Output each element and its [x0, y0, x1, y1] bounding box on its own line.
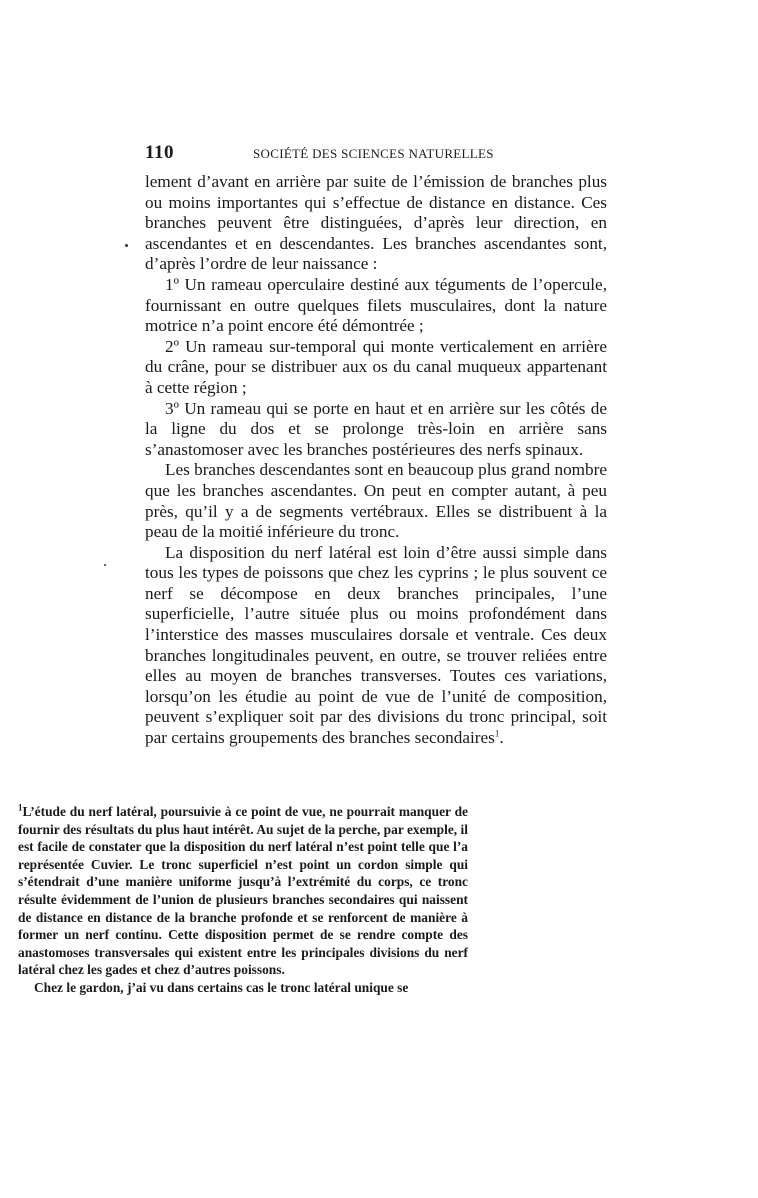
margin-speck: [104, 564, 106, 566]
paragraph: [145, 543, 607, 749]
footnotes: [18, 803, 468, 997]
page-header: [145, 142, 607, 172]
margin-speck: [125, 244, 128, 247]
main-text: [145, 172, 607, 749]
paragraph: lement d’avant en arrière par suite de l’émission de branches plus ou moins importantes qui s’effectue de distance en distance. Ces branches peuvent être distinguées, d’après leur direction, en ascendantes et en descendantes. Les branches ascendantes sont, d’après l’ordre de leur naissance :: [145, 172, 607, 274]
footnote-text: L’étude du nerf latéral, poursuivie à ce point de vue, ne pourrait manquer de fournir des résultats du plus haut intérêt. Au sujet de la perche, par exemple, il est facile de constater que la disposition du nerf latéral n’est point telle que l’a représentée Cuvier. Le tronc superficiel n’est point un cordon simple qui s’étendrait d’une manière uniforme jusqu’à l’extrémité du corps, ce tronc résulte évidemment de l’union de plusieurs branches secondaires qui naissent de distance en distance de la branche profonde et se renforcent de manière à former un nerf continu. Cette disposition permet de se rendre compte des anastomoses transversales qui existent entre les principales divisions du nerf latéral chez les gades et chez d’autres poissons.: [18, 804, 468, 978]
footnote-continuation: Chez le gardon, j’ai vu dans certains cas le tronc latéral unique se: [34, 979, 409, 995]
paragraph: 2º Un rameau sur-temporal qui monte verticalement en arrière du crâne, pour se distribuer aux os du canal muqueux appartenant à cette région ;: [145, 336, 607, 397]
paragraph: Les branches descendantes sont en beaucoup plus grand nombre que les branches ascendantes. On peut en compter autant, à peu près, qu’il y a de segments vertébraux. Elles se distribuent à la peau de la moitié inférieure du tronc.: [145, 460, 607, 542]
page-number: 110: [145, 142, 174, 163]
book-page: [145, 142, 607, 749]
paragraph: 3º Un rameau qui se porte en haut et en arrière sur les côtés de la ligne du dos et se prolonge très-loin en arrière sans s’anastomoser avec les branches postérieures des nerfs spinaux.: [145, 398, 607, 459]
paragraph-text: La disposition du nerf latéral est loin d’être aussi simple dans tous les types de poissons que chez les cyprins ; le plus souvent ce nerf se décompose en deux branches principales, l’une superficielle, l’autre située plus ou moins profondément dans l’interstice des masses musculaires dorsale et ventrale. Ces deux branches longitudinales peuvent, en outre, se trouver reliées entre elles au moyen de branches transverses. Toutes ces variations, lorsqu’on les étudie au point de vue de l’unité de composition, peuvent s’expliquer soit par des divisions du tronc principal, soit par certains groupements des branches secondaires: [145, 542, 607, 748]
paragraph: 1º Un rameau operculaire destiné aux téguments de l’opercule, fournissant en outre quelques filets musculaires, dont la nature motrice n’a point encore été démontrée ;: [145, 274, 607, 336]
running-head: SOCIÉTÉ DES SCIENCES NATURELLES: [253, 146, 494, 161]
footnote-mark: 1: [18, 802, 23, 813]
footnote: [18, 803, 468, 979]
footnote-reference: 1: [494, 728, 500, 739]
paragraph-end: .: [499, 728, 504, 748]
